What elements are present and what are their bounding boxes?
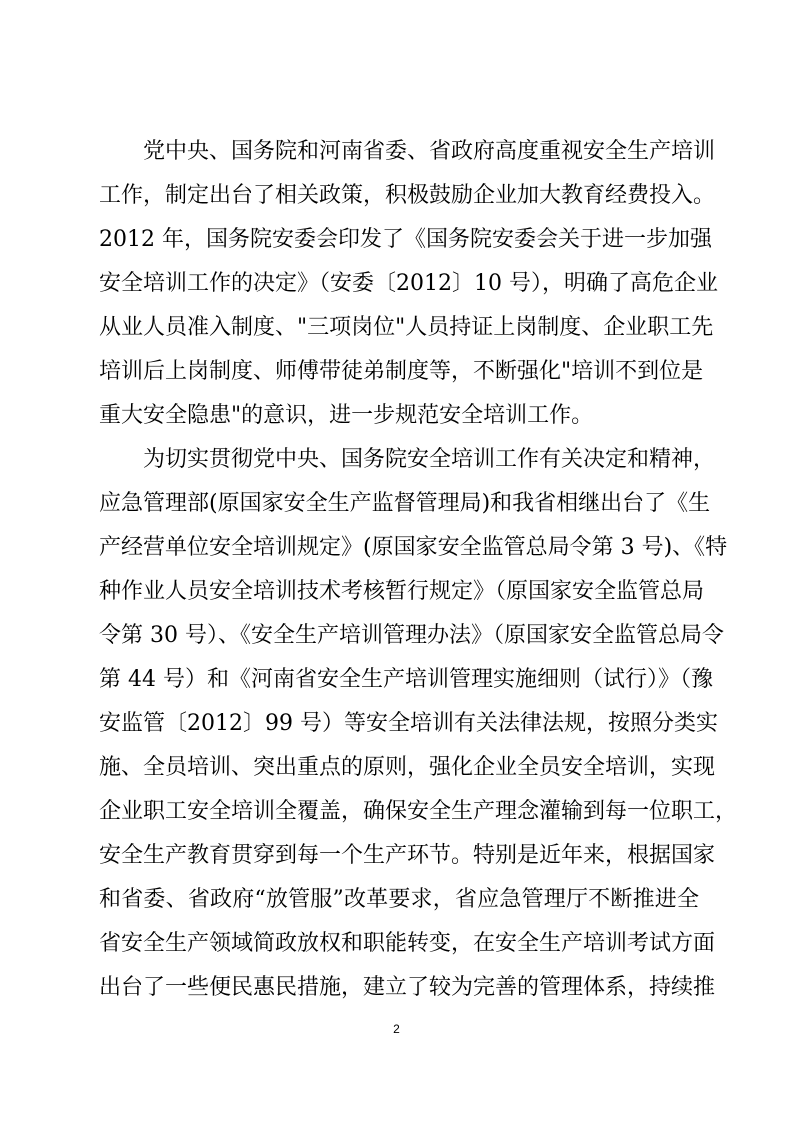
text-line: 党中央、国务院和河南省委、省政府高度重视安全生产培训 (143, 139, 716, 164)
body-text (99, 130, 738, 1010)
text-line: 第 44 号）和《河南省安全生产培训管理实施细则（试行）》（豫 (99, 667, 713, 692)
text-line: 从业人员准入制度、"三项岗位"人员持证上岗制度、企业职工先 (99, 315, 714, 340)
text-line: 安全生产教育贯穿到每一个生产环节。特别是近年来，根据国家 (99, 843, 716, 868)
text-line: 企业职工安全培训全覆盖，确保安全生产理念灌输到每一位职工， (99, 799, 738, 824)
text-line: 重大安全隐患"的意识，进一步规范安全培训工作。 (99, 403, 594, 428)
page-number: 2 (393, 1022, 400, 1036)
text-line: 令第 30 号）、《安全生产培训管理办法》（原国家安全监管总局令 (99, 623, 724, 648)
text-line: 产经营单位安全培训规定》(原国家安全监管总局令第 3 号)、《特 (99, 535, 728, 560)
text-line: 安监管〔2012〕99 号）等安全培训有关法律法规，按照分类实 (99, 711, 718, 736)
text-line: 省安全生产领域简政放权和职能转变，在安全生产培训考试方面 (99, 931, 716, 956)
text-line: 种作业人员安全培训技术考核暂行规定》（原国家安全监管总局 (99, 579, 705, 604)
text-line: 为切实贯彻党中央、国务院安全培训工作有关决定和精神， (143, 447, 716, 472)
paragraph-1 (99, 130, 718, 438)
text-line: 出台了一些便民惠民措施，建立了较为完善的管理体系，持续推 (99, 975, 716, 1000)
paragraph-2 (99, 438, 738, 1010)
text-line: 工作，制定出台了相关政策，积极鼓励企业加大教育经费投入。 (99, 183, 716, 208)
text-line: 安全培训工作的决定》（安委〔2012〕10 号），明确了高危企业 (99, 271, 718, 296)
text-line: 培训后上岗制度、师傅带徒弟制度等，不断强化"培训不到位是 (99, 359, 704, 384)
text-line: 施、全员培训、突出重点的原则，强化企业全员安全培训，实现 (99, 755, 716, 780)
text-line: 2012 年，国务院安委会印发了《国务院安委会关于进一步加强 (99, 227, 712, 252)
text-line: 和省委、省政府“放管服”改革要求，省应急管理厅不断推进全 (99, 887, 699, 912)
text-line: 应急管理部(原国家安全生产监督管理局)和我省相继出台了《生 (99, 491, 711, 516)
